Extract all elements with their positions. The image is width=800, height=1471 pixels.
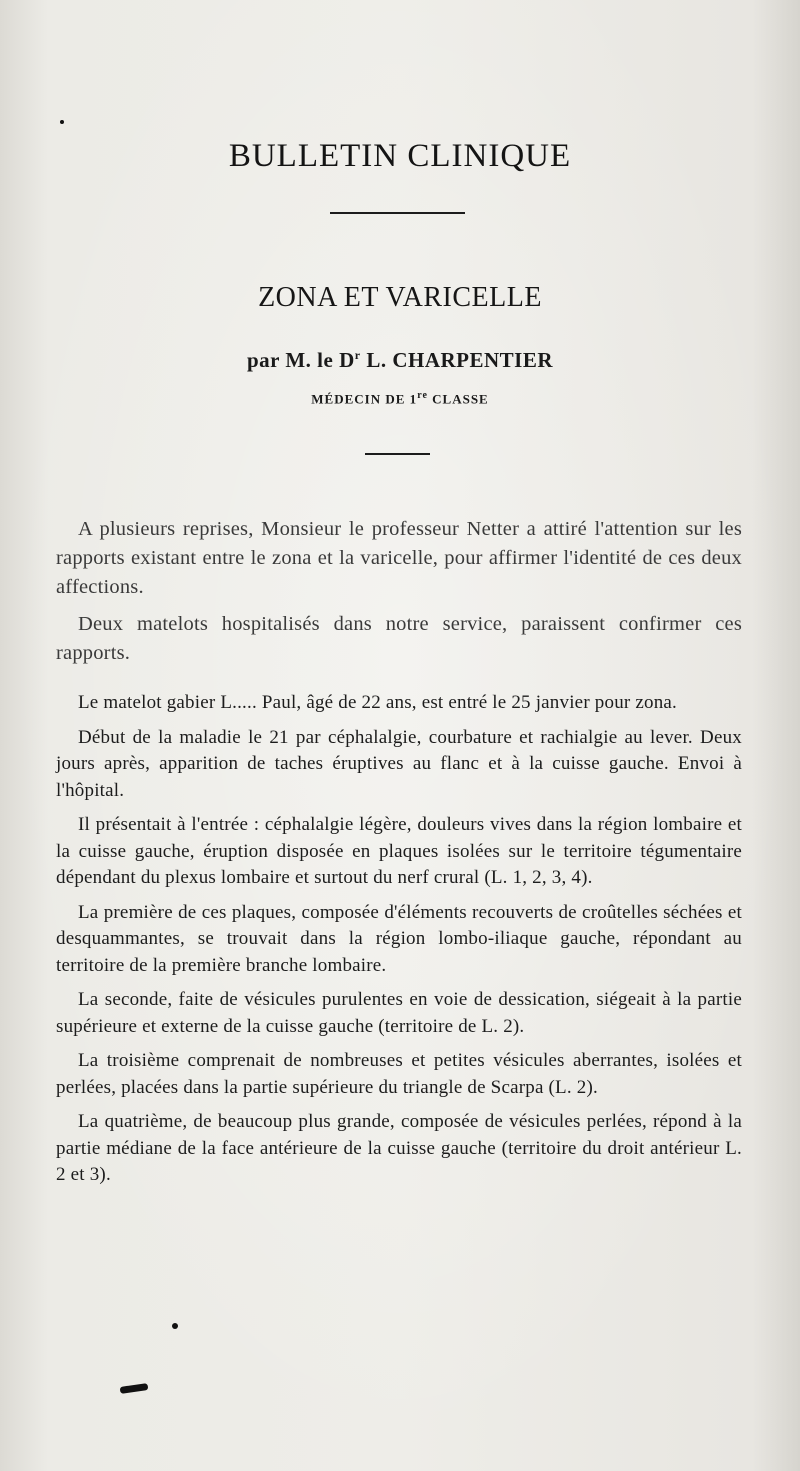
author-rank bbox=[0, 390, 800, 407]
title-rule bbox=[330, 212, 465, 214]
intro-paragraph: A plusieurs reprises, Monsieur le professeur Netter a attiré l'attention sur les rapports existant entre le zona et la varicelle, pour affirmer l'identité de ces deux affections. bbox=[56, 518, 742, 598]
ink-mark bbox=[120, 1383, 149, 1394]
article-title: ZONA ET VARICELLE bbox=[258, 282, 542, 313]
intro-paragraph: Deux matelots hospitalisés dans notre service, paraissent confirmer ces rapports. bbox=[56, 613, 742, 664]
paragraph-gap bbox=[56, 676, 742, 690]
rank-sup: re bbox=[417, 390, 428, 401]
byline-sup: r bbox=[354, 348, 361, 362]
author-byline bbox=[0, 348, 800, 373]
rank-suffix: CLASSE bbox=[427, 391, 489, 407]
case-paragraph: La troisième comprenait de nombreuses et petites vésicules aberrantes, isolées et perlées, placées dans la partie supérieure du triangle de Scarpa (L. 2). bbox=[56, 1050, 742, 1098]
byline-name: L. CHARPENTIER bbox=[360, 348, 554, 372]
case-paragraph: La quatrième, de beaucoup plus grande, composée de vésicules perlées, répond à la partie médiane de la face antérieure de la cuisse gauche (territoire du droit antérieur L. 2 et 3). bbox=[56, 1111, 742, 1185]
case-paragraph: La seconde, faite de vésicules purulentes en voie de dessication, siégeait à la partie supérieure et externe de la cuisse gauche (territoire de L. 2). bbox=[56, 989, 742, 1037]
case-paragraph: Il présentait à l'entrée : céphalalgie légère, douleurs vives dans la région lombaire et la cuisse gauche, éruption disposée en plaques isolées sur le territoire tégumentaire dépendant du plexus lombaire et surtout du nerf crural (L. 1, 2, 3, 4). bbox=[56, 814, 742, 888]
case-paragraph: Début de la maladie le 21 par céphalalgie, courbature et rachialgie au lever. Deux jours après, apparition de taches éruptives au flanc et à la cuisse gauche. Envoi à l'hôpital. bbox=[56, 726, 742, 801]
byline-prefix: par M. le D bbox=[246, 348, 355, 372]
rank-prefix: MÉDECIN DE 1 bbox=[311, 391, 418, 407]
case-paragraph: La première de ces plaques, composée d'éléments recouverts de croûtelles séchées et desquammantes, se trouvait dans la région lombo-iliaque gauche, répondant au territoire de la première branche lombaire. bbox=[56, 901, 742, 976]
case-paragraph: Le matelot gabier L..... Paul, âgé de 22 ans, est entré le 25 janvier pour zona. bbox=[78, 692, 677, 713]
bulletin-title: BULLETIN CLINIQUE bbox=[228, 138, 572, 174]
ink-speck bbox=[60, 120, 64, 124]
ink-speck bbox=[172, 1323, 178, 1329]
section-rule bbox=[365, 453, 430, 455]
article-body bbox=[56, 515, 742, 1197]
